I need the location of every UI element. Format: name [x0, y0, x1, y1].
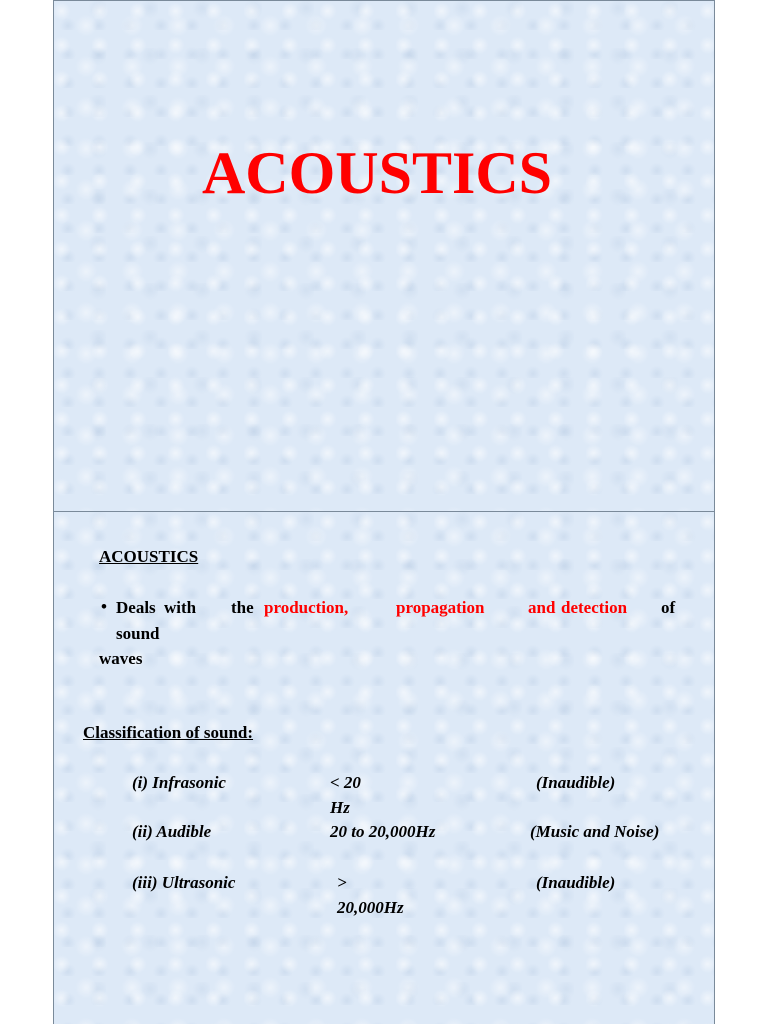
class-name: (iii) Ultrasonic [132, 873, 236, 892]
bullet-marker: • [101, 597, 107, 616]
bullet-word-waves: waves [99, 649, 143, 668]
class-range: < 20 [330, 773, 361, 792]
section-heading: ACOUSTICS [99, 547, 199, 566]
bullet-word-propagation: propagation [396, 598, 485, 617]
class-name: (ii) Audible [132, 822, 212, 841]
class-range-unit: Hz [330, 798, 350, 817]
bullet-word-detection: detection [561, 598, 628, 617]
bullet-word-the: the [231, 598, 254, 617]
class-note: (Inaudible) [536, 773, 616, 792]
bullet-word-of: of [661, 598, 676, 617]
bullet-word-deals: Deals [116, 598, 156, 617]
class-range-unit: 20,000Hz [337, 898, 404, 917]
bullet-word-and: and [528, 598, 556, 617]
slide-content [53, 511, 715, 1024]
slide-title-heading: ACOUSTICS [201, 140, 553, 206]
slide-title [53, 0, 715, 511]
bullet-word-production: production, [264, 598, 349, 617]
class-name: (i) Infrasonic [132, 773, 226, 792]
class-note: (Inaudible) [536, 873, 616, 892]
bullet-word-with: with [164, 598, 197, 617]
class-range: 20 to 20,000Hz [330, 822, 436, 841]
class-range: > [337, 873, 347, 892]
class-note: (Music and Noise) [530, 822, 660, 841]
classification-heading: Classification of sound: [83, 723, 254, 742]
bullet-word-sound: sound [116, 624, 160, 643]
